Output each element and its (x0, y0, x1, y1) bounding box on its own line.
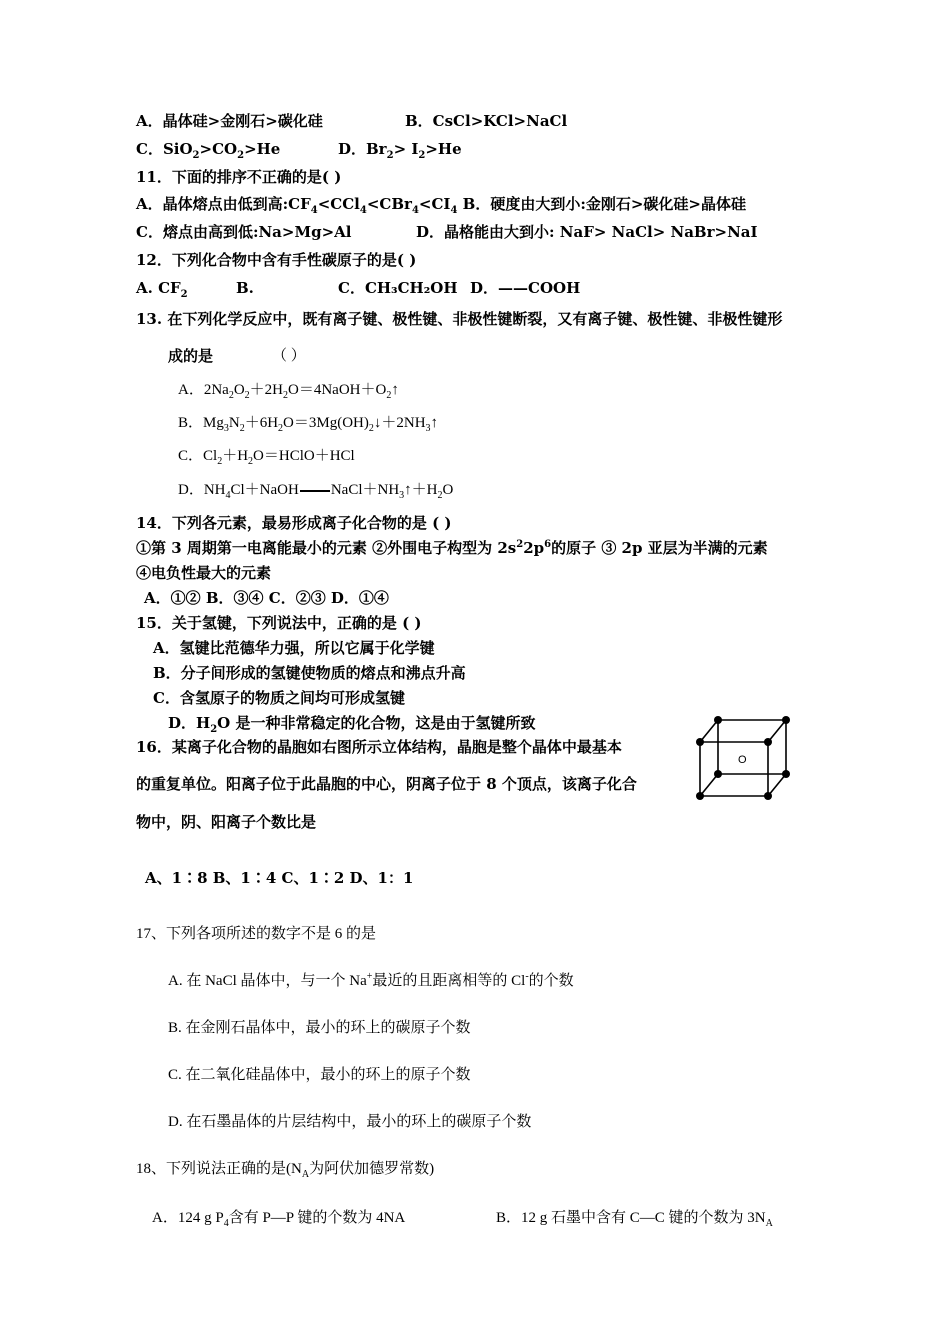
answer-paren: （ ） (272, 348, 306, 364)
vertex-anion (714, 770, 722, 778)
vertex-anion (782, 716, 790, 724)
q18-option-a: A．124 g $P_4$含有 P—P 键的个数为 4NA (152, 1210, 406, 1229)
center-cation-label: O (738, 754, 747, 766)
q13-option-d: D．$NH_4Cl+NaOH$ $NaCl+NH_3↑+H_2O$ (178, 482, 454, 501)
option-d: D．$Br_2> I_2>He$ (338, 140, 462, 161)
q12-option-c: C．CH₃CH₂OH (338, 279, 458, 297)
q14-item-2: ④电负性最大的元素 (136, 564, 272, 582)
question-16: 16．某离子化合物的晶胞如右图所示立体结构，晶胞是整个晶体中最基本 (136, 738, 622, 756)
q14-item-1: ①第 3 周期第一电离能最小的元素 ②外围电子构型为 $2s^22p^6$的原子 ③ 2p 亚层为半满的元素 (136, 539, 768, 557)
q13-cont-text: 成的是 (168, 347, 214, 365)
q18-option-b: B．12 g 石墨中含有 C—C 键的个数为 $3N_A$ (496, 1210, 773, 1229)
reaction-arrow (300, 490, 330, 492)
vertex-anion (782, 770, 790, 778)
q17-option-c: C. 在二氧化硅晶体中，最小的环上的原子个数 (168, 1067, 471, 1083)
q11-option-d: D．晶格能由大到小: NaF> NaCl> NaBr>NaI (416, 223, 758, 241)
question-16-line-2: 的重复单位。阳离子位于此晶胞的中心，阴离子位于 8 个顶点，该离子化合 (136, 775, 637, 793)
vertex-anion (714, 716, 722, 724)
q15-option-a: A．氢键比范德华力强，所以它属于化学键 (153, 639, 435, 657)
question-12: 12．下列化合物中含有手性碳原子的是( ) (136, 251, 417, 269)
q17-option-d: D. 在石墨晶体的片层结构中，最小的环上的碳原子个数 (168, 1114, 532, 1130)
vertex-anion (764, 792, 772, 800)
q15-option-d: D．$H_2O$ 是一种非常稳定的化合物，这是由于氢键所致 (168, 714, 536, 735)
question-18: 18、下列说法正确的是($N_A$为阿伏加德罗常数) (136, 1161, 435, 1180)
q15-option-b: B．分子间形成的氢键使物质的熔点和沸点升高 (153, 664, 466, 682)
q13-option-a: A．$2Na_2O_2+2H_2O=4NaOH+O_2↑$ (178, 382, 399, 401)
q12-option-a: A. $CF_2$ (136, 279, 188, 300)
question-15: 15．关于氢键，下列说法中，正确的是 ( ) (136, 614, 422, 632)
cube-unit-cell-diagram-icon (690, 714, 800, 804)
q17-option-b: B. 在金刚石晶体中，最小的环上的碳原子个数 (168, 1020, 471, 1036)
q17-option-a: A. 在 NaCl 晶体中，与一个 Na+最近的且距离相等的 Cl-的个数 (168, 971, 574, 989)
option-c: C．$SiO_2>CO_2>He$ (136, 140, 281, 161)
q13-option-c: C．$Cl_2+H_2O=HClO+HCl$ (178, 448, 355, 467)
question-11: 11．下面的排序不正确的是( ) (136, 168, 342, 186)
q14-options: A．①② B．③④ C．②③ D．①④ (144, 589, 389, 607)
option-a: A．晶体硅>金刚石>碳化硅 (136, 112, 323, 130)
question-14: 14．下列各元素，最易形成离子化合物的是 ( ) (136, 514, 452, 532)
q12-option-d: D．——COOH (470, 279, 581, 297)
q11-options-ab: A．晶体熔点由低到高$:CF_4<CCl_4<CBr_4<CI_4$ B．硬度由大到小:金刚石>碳化硅>晶体硅 (136, 195, 746, 216)
option-b: B．CsCl>KCl>NaCl (405, 112, 568, 130)
q13-option-b: B．$Mg_3N_2+6H_2O=3Mg(OH)_2↓+2NH_3↑$ (178, 415, 439, 434)
vertex-anion (696, 792, 704, 800)
question-13: 13. 在下列化学反应中，既有离子键、极性键、非极性键断裂，又有离子键、极性键、非极性键形 (136, 310, 783, 328)
vertex-anion (764, 738, 772, 746)
q11-option-c: C．熔点由高到低:Na>Mg>Al (136, 223, 352, 241)
q12-option-b: B. (236, 279, 254, 297)
q16-options: A、1∶8 B、1∶4 C、1∶2 D、1：1 (145, 869, 414, 887)
question-16-line-3: 物中，阴、阳离子个数比是 (136, 813, 317, 831)
vertex-anion (696, 738, 704, 746)
q15-option-c: C．含氢原子的物质之间均可形成氢键 (153, 689, 405, 707)
question-17: 17、下列各项所述的数字不是 6 的是 (136, 926, 377, 942)
